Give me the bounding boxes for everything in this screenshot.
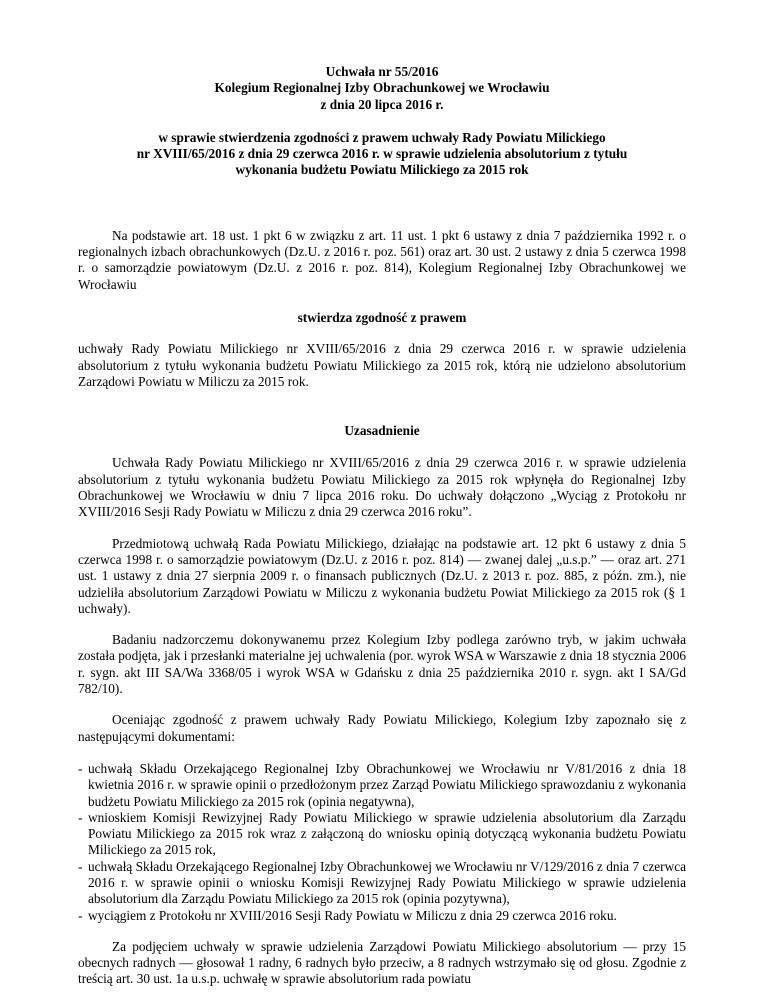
list-item: - wnioskiem Komisji Rewizyjnej Rady Powiatu Milickiego w sprawie udzielenia absolutorium dla Zarządu Powiatu Milickiego za 2015 rok wraz z załączoną do wniosku opinią dotyczącą wykonania budżetu Powiatu Milickiego za 2015 rok, — [78, 809, 686, 858]
document-page — [78, 64, 686, 988]
justification-heading: Uzasadnienie — [344, 423, 420, 439]
subject-line-1: w sprawie stwierdzenia zgodności z prawem uchwały Rady Powiatu Milickiego — [158, 129, 606, 145]
list-item-text: wyciągiem z Protokołu nr XVIII/2016 Sesji Rady Powiatu w Miliczu z dnia 29 czerwca 2016 roku. — [88, 907, 617, 923]
subject-line-3: wykonania budżetu Powiatu Milickiego za 2015 rok — [235, 162, 529, 178]
decision-paragraph: uchwały Rady Powiatu Milickiego nr XVIII/65/2016 z dnia 29 czerwca 2016 r. w sprawie udzielenia absolutorium z tytułu wykonania budżetu Powiatu Milickiego za 2015 rok, którą nie udzielono absolutorium Zarządowi Powiatu w Miliczu za 2015 rok. — [78, 341, 686, 389]
resolution-header — [78, 64, 686, 113]
list-item-text: uchwałą Składu Orzekającego Regionalnej Izby Obrachunkowej we Wrocławiu nr V/81/2016 z dnia 18 kwietnia 2016 r. w sprawie opinii o przedłożonym przez Zarząd Powiatu Milickiego sprawozdaniu z wykonania budżetu Powiatu Milickiego za 2015 rok (opinia negatywna), — [88, 760, 686, 809]
legal-basis-paragraph: Na podstawie art. 18 ust. 1 pkt 6 w związku z art. 11 ust. 1 pkt 6 ustawy z dnia 7 października 1992 r. o regionalnych izbach obrachunkowych (Dz.U. z 2016 r. poz. 561) oraz art. 30 ust. 2 ustawy z dnia 5 czerwca 1998 r. o samorządzie powiatowym (Dz.U. z 2016 r. poz. 814), Kolegium Regionalnej Izby Obrachunkowej we Wrocławiu — [78, 227, 686, 292]
justification-paragraph-4: Oceniając zgodność z prawem uchwały Rady Powiatu Milickiego, Kolegium Izby zapoznało się z następującymi dokumentami: — [78, 712, 686, 744]
justification-paragraph-2: Przedmiotową uchwałą Rada Powiatu Milickiego, działając na podstawie art. 12 pkt 6 ustawy z dnia 5 czerwca 1998 r. o samorządzie powiatowym (Dz.U. z 2016 r. poz. 814) — zwanej dalej „u.s.p.” — oraz art. 271 ust. 1 ustawy z dnia 27 sierpnia 2009 r. o finansach publicznych (Dz.U. z 2013 r. poz. 885, z późn. zm.), nie udzieliła absolutorium Zarządowi Powiatu w Miliczu z wykonania budżetu Powiat Milickiego za 2015 rok (§ 1 uchwały). — [78, 535, 686, 616]
justification-paragraph-5: Za podjęciem uchwały w sprawie udzielenia Zarządowi Powiatu Milickiego absolutorium — przy 15 obecnych radnych — głosował 1 radny, 6 radnych było przeciw, a 8 radnych wstrzymało się od głosu. Zgodnie z treścią art. 30 ust. 1a u.s.p. uchwałę w sprawie absolutorium rada powiatu — [78, 938, 686, 987]
justification-paragraph-3: Badaniu nadzorczemu dokonywanemu przez Kolegium Izby podlega zarówno tryb, w jakim uchwała została podjęta, jak i przesłanki materialne jej uchwalenia (por. wyrok WSA w Warszawie z dnia 18 stycznia 2006 r. sygn. akt III SA/Wa 3368/05 i wyrok WSA w Gdańsku z dnia 25 października 2010 r. sygn. akt I SA/Gd 782/10). — [78, 632, 686, 697]
list-item: - wyciągiem z Protokołu nr XVIII/2016 Sesji Rady Powiatu w Miliczu z dnia 29 czerwca 2016 roku. — [78, 907, 617, 923]
documents-list — [78, 761, 686, 924]
issuing-body: Kolegium Regionalnej Izby Obrachunkowej we Wrocławiu — [214, 80, 550, 96]
resolution-subject — [78, 130, 686, 179]
resolution-number: Uchwała nr 55/2016 — [325, 64, 439, 79]
resolution-date: z dnia 20 lipca 2016 r. — [320, 96, 444, 112]
list-item-text: uchwałą Składu Orzekającego Regionalnej Izby Obrachunkowej we Wrocławiu nr V/129/2016 z dnia 7 czerwca 2016 r. w sprawie opinii o wniosku Komisji Rewizyjnej Rady Powiatu Milickiego w sprawie udzielenia absolutorium dla Zarządu Powiatu Milickiego za 2015 rok (opinia pozytywna), — [88, 858, 686, 907]
list-item: - uchwałą Składu Orzekającego Regionalnej Izby Obrachunkowej we Wrocławiu nr V/129/2016 z dnia 7 czerwca 2016 r. w sprawie opinii o wniosku Komisji Rewizyjnej Rady Powiatu Milickiego w sprawie udzielenia absolutorium dla Zarządu Powiatu Milickiego za 2015 rok (opinia pozytywna), — [78, 858, 686, 907]
list-item: - uchwałą Składu Orzekającego Regionalnej Izby Obrachunkowej we Wrocławiu nr V/81/2016 z dnia 18 kwietnia 2016 r. w sprawie opinii o przedłożonym przez Zarząd Powiatu Milickiego sprawozdaniu z wykonania budżetu Powiatu Milickiego za 2015 rok (opinia negatywna), — [78, 760, 686, 809]
justification-paragraph-1: Uchwała Rady Powiatu Milickiego nr XVIII/65/2016 z dnia 29 czerwca 2016 r. w sprawie udzielenia absolutorium z tytułu wykonania budżetu Powiatu Milickiego za 2015 rok wpłynęła do Regionalnej Izby Obrachunkowej we Wrocławiu w dniu 7 lipca 2016 roku. Do uchwały dołączono „Wyciąg z Protokołu nr XVIII/2016 Sesji Rady Powiatu w Miliczu z dnia 29 czerwca 2016 roku”. — [78, 455, 686, 520]
subject-line-2: nr XVIII/65/2016 z dnia 29 czerwca 2016 r. w sprawie udzielenia absolutorium z tytułu — [136, 146, 628, 162]
decision-heading: stwierdza zgodność z prawem — [297, 309, 467, 325]
list-item-text: wnioskiem Komisji Rewizyjnej Rady Powiatu Milickiego w sprawie udzielenia absolutorium dla Zarządu Powiatu Milickiego za 2015 rok wraz z załączoną do wniosku opinią dotyczącą wykonania budżetu Powiatu Milickiego za 2015 rok, — [88, 809, 686, 858]
